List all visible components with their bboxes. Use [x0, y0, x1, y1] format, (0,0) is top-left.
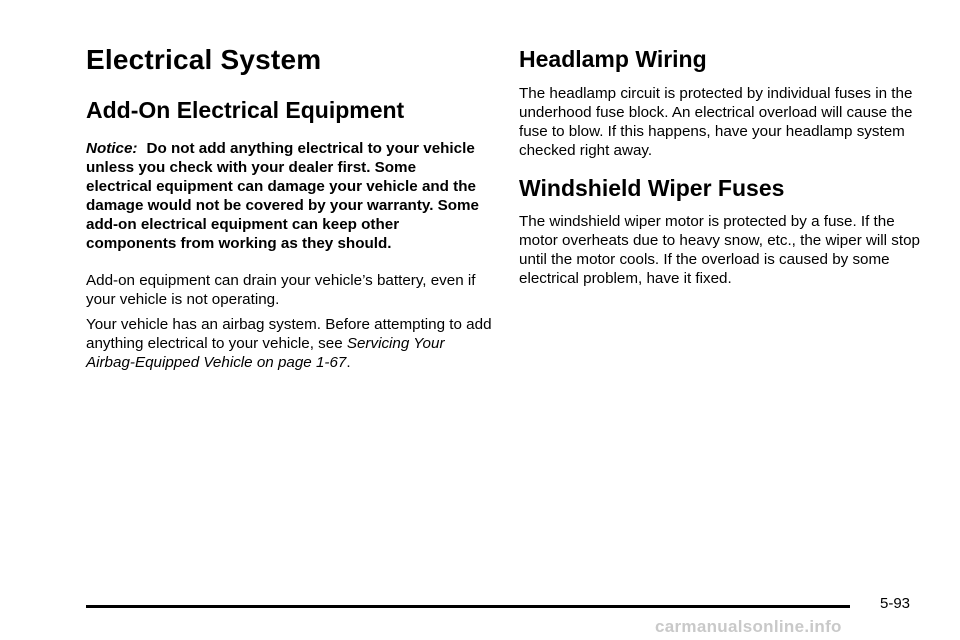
watermark: carmanualsonline.info	[655, 617, 842, 636]
airbag-text: Your vehicle has an airbag system. Before attempting to add anything electrical to your vehicle, see	[86, 316, 492, 352]
airbag-cross-reference-link[interactable]: Servicing Your Airbag-Equipped Vehicle on page 1-67	[86, 335, 445, 371]
section-heading-headlamp-wiring: Headlamp Wiring	[519, 46, 707, 72]
section-heading-wiper-fuses: Windshield Wiper Fuses	[519, 175, 785, 201]
wiper-paragraph: The windshield wiper motor is protected by a fuse. If the motor overheats due to heavy snow, etc., the wiper will stop until the motor cools. If the overload is caused by some electrical problem, have it fixed.	[519, 213, 920, 287]
headlamp-paragraph: The headlamp circuit is protected by individual fuses in the underhood fuse block. An electrical overload will cause the fuse to blow. If this happens, have your headlamp system checked right away.	[519, 85, 913, 159]
footer-rule	[86, 605, 850, 608]
section-heading-add-on-equipment: Add-On Electrical Equipment	[86, 97, 405, 123]
airbag-text-end: .	[346, 354, 351, 371]
notice-label: Notice:	[86, 140, 138, 157]
notice-paragraph	[86, 139, 486, 253]
airbag-paragraph	[86, 315, 496, 372]
notice-text: Do not add anything electrical to your vehicle unless you check with your dealer first. Some electrical equipment can damage your vehicle and the damage would not be covered by your warranty. Some add-on electrical equipment can keep other components from working as they should.	[86, 140, 479, 252]
page-title: Electrical System	[86, 44, 322, 75]
page-number: 5-93	[880, 595, 911, 612]
battery-drain-paragraph: Add-on equipment can drain your vehicle’s battery, even if your vehicle is not operating.	[86, 272, 476, 308]
